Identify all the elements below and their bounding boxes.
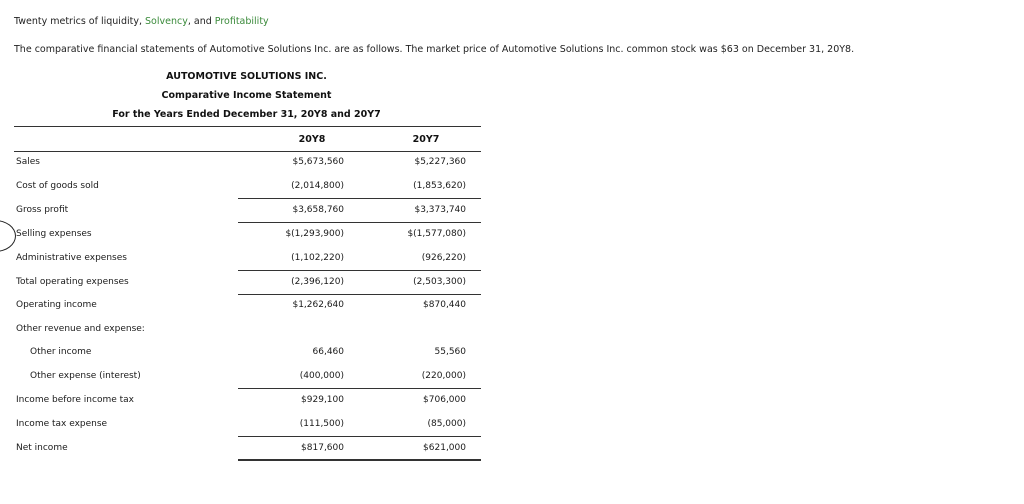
table-row [0, 277, 490, 295]
value-20y7: $5,227,360 [414, 157, 466, 167]
handwritten-circle-mark [0, 220, 16, 252]
table-row [0, 300, 490, 318]
row-label: Cost of goods sold [16, 181, 99, 191]
row-label: Net income [16, 443, 68, 453]
row-label: Other revenue and expense: [16, 324, 145, 334]
table-row [0, 229, 490, 247]
heading-prefix: Twenty metrics of liquidity, [14, 16, 145, 27]
table-row [0, 324, 490, 342]
row-label: Other income [30, 347, 92, 357]
statement-period: For the Years Ended December 31, 20Y8 and 20Y7 [112, 109, 381, 120]
value-20y8: (2,014,800) [291, 181, 344, 191]
value-20y7: $3,373,740 [414, 205, 466, 215]
value-20y8: (1,102,220) [291, 253, 344, 263]
intro-paragraph: The comparative financial statements of Automotive Solutions Inc. are as follows. The market price of Automotive Solutions Inc. common stock was $63 on December 31, 20Y8. [14, 44, 855, 55]
heading-separator: , and [187, 16, 215, 27]
subtotal-rule [238, 222, 481, 223]
row-label: Income before income tax [16, 395, 134, 405]
value-20y8: $5,673,560 [292, 157, 344, 167]
value-20y7: $706,000 [423, 395, 466, 405]
row-label: Administrative expenses [16, 253, 127, 263]
company-name: AUTOMOTIVE SOLUTIONS INC. [166, 71, 327, 82]
table-row [0, 253, 490, 271]
problem-heading [14, 16, 269, 27]
value-20y8: $817,600 [301, 443, 344, 453]
double-underline-top [238, 459, 481, 461]
subtotal-rule [238, 388, 481, 389]
value-20y7: (85,000) [427, 419, 466, 429]
value-20y8: $3,658,760 [292, 205, 344, 215]
row-label: Selling expenses [16, 229, 92, 239]
row-label: Gross profit [16, 205, 69, 215]
value-20y8: (111,500) [299, 419, 344, 429]
row-label: Income tax expense [16, 419, 108, 429]
value-20y8: (400,000) [299, 371, 344, 381]
statement-title: Comparative Income Statement [161, 90, 332, 101]
value-20y8: $(1,293,900) [285, 229, 344, 239]
row-label: Operating income [16, 300, 97, 310]
column-header-20y7: 20Y7 [412, 134, 440, 145]
value-20y8: $929,100 [301, 395, 344, 405]
value-20y7: $621,000 [423, 443, 466, 453]
table-top-rule [14, 126, 481, 127]
value-20y7: (1,853,620) [413, 181, 466, 191]
row-label: Other expense (interest) [30, 371, 141, 381]
header-rule [14, 151, 481, 152]
subtotal-rule [238, 198, 481, 199]
value-20y8: 66,460 [312, 347, 344, 357]
table-row [0, 347, 490, 365]
row-label: Sales [16, 157, 40, 167]
column-header-20y8: 20Y8 [298, 134, 326, 145]
value-20y7: (926,220) [421, 253, 466, 263]
value-20y8: $1,262,640 [292, 300, 344, 310]
subtotal-rule [238, 294, 481, 295]
value-20y8: (2,396,120) [291, 277, 344, 287]
value-20y7: $(1,577,080) [407, 229, 466, 239]
table-row [0, 419, 490, 437]
value-20y7: 55,560 [434, 347, 466, 357]
value-20y7: $870,440 [423, 300, 466, 310]
value-20y7: (2,503,300) [413, 277, 466, 287]
table-row [0, 181, 490, 199]
table-row [0, 205, 490, 223]
value-20y7: (220,000) [421, 371, 466, 381]
solvency-link[interactable]: Solvency [145, 16, 188, 27]
profitability-link[interactable]: Profitability [214, 16, 269, 27]
table-row [0, 157, 490, 175]
subtotal-rule [238, 270, 481, 271]
table-row [0, 395, 490, 413]
subtotal-rule [238, 436, 481, 437]
table-row [0, 371, 490, 389]
row-label: Total operating expenses [16, 277, 129, 287]
